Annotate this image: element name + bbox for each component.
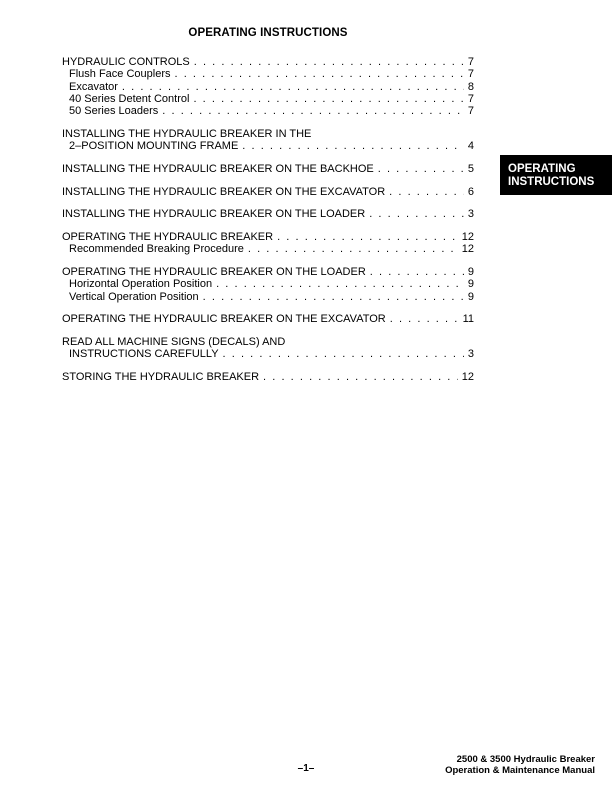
toc-page-number: 3 <box>467 208 474 221</box>
toc-page-number: 11 <box>462 313 474 326</box>
toc-entry <box>62 313 474 325</box>
toc-label: OPERATING THE HYDRAULIC BREAKER <box>62 230 274 243</box>
manual-title <box>445 754 595 776</box>
toc-page-number: 9 <box>467 290 474 303</box>
page-number: –1– <box>297 763 315 774</box>
toc-line <box>62 231 474 243</box>
toc-subentry <box>62 243 474 255</box>
toc-line <box>62 348 474 360</box>
toc-leader-dots <box>194 56 464 68</box>
toc-page-number: 7 <box>467 105 474 118</box>
toc-entry <box>62 208 474 220</box>
toc-label: INSTALLING THE HYDRAULIC BREAKER ON THE EXCAVATOR <box>62 185 386 198</box>
toc-page-number: 12 <box>461 230 474 243</box>
toc-page-number: 9 <box>467 278 474 291</box>
toc-leader-dots <box>175 68 464 80</box>
toc-subentry <box>62 105 474 117</box>
toc-line <box>62 163 474 175</box>
toc-label: 50 Series Loaders <box>69 105 159 118</box>
toc-label: Recommended Breaking Procedure <box>69 243 244 256</box>
toc-line <box>62 140 474 152</box>
toc-leader-dots <box>242 140 464 152</box>
toc-entry <box>62 163 474 175</box>
toc-label: OPERATING THE HYDRAULIC BREAKER ON THE LOADER <box>62 265 366 278</box>
section-tab-line-1: OPERATING <box>508 163 576 175</box>
toc-label: INSTALLING THE HYDRAULIC BREAKER ON THE BACKHOE <box>62 162 374 175</box>
toc-page-number: 7 <box>467 56 474 68</box>
toc-label: 40 Series Detent Control <box>69 92 190 105</box>
toc-page-number: 12 <box>461 370 474 383</box>
toc-line <box>62 371 474 383</box>
page-title: OPERATING INSTRUCTIONS <box>188 27 348 39</box>
toc-leader-dots <box>370 266 464 278</box>
toc-label: Flush Face Couplers <box>69 68 171 81</box>
toc-entry <box>62 371 474 383</box>
toc-page-number: 7 <box>467 92 474 105</box>
toc-page-number: 7 <box>467 68 474 81</box>
section-tab <box>500 155 612 195</box>
toc-leader-dots <box>248 243 458 255</box>
table-of-contents <box>62 56 474 394</box>
toc-leader-dots <box>223 348 464 360</box>
section-tab-line-2: INSTRUCTIONS <box>508 175 595 188</box>
toc-leader-dots <box>277 231 458 243</box>
toc-page-number: 12 <box>461 243 474 256</box>
manual-title-line-2: Operation & Maintenance Manual <box>445 765 595 776</box>
toc-entry <box>62 186 474 198</box>
toc-entry <box>62 128 474 153</box>
toc-subentry <box>62 68 474 80</box>
toc-leader-dots <box>203 291 464 303</box>
toc-label: INSTALLING THE HYDRAULIC BREAKER ON THE LOADER <box>62 208 366 221</box>
toc-label: OPERATING THE HYDRAULIC BREAKER ON THE EXCAVATOR <box>62 313 386 326</box>
toc-line <box>62 208 474 220</box>
toc-leader-dots <box>216 278 464 290</box>
toc-page-number: 9 <box>467 265 474 278</box>
manual-title-line-1: 2500 & 3500 Hydraulic Breaker <box>456 754 595 765</box>
toc-line <box>62 128 474 140</box>
toc-label: STORING THE HYDRAULIC BREAKER <box>62 370 260 383</box>
toc-page-number: 6 <box>467 185 474 198</box>
toc-entry <box>62 231 474 256</box>
toc-line <box>62 336 474 348</box>
toc-leader-dots <box>122 81 464 93</box>
toc-subentry <box>62 93 474 105</box>
toc-page-number: 3 <box>467 348 474 361</box>
toc-line <box>62 56 474 68</box>
toc-entry <box>62 56 474 117</box>
toc-leader-dots <box>263 371 458 383</box>
toc-leader-dots <box>390 313 459 325</box>
toc-label: HYDRAULIC CONTROLS <box>62 56 190 68</box>
toc-label: READ ALL MACHINE SIGNS (DECALS) AND <box>62 335 286 348</box>
toc-label: 2–POSITION MOUNTING FRAME <box>69 140 239 153</box>
toc-label: Horizontal Operation Position <box>69 278 213 291</box>
toc-page-number: 8 <box>467 80 474 93</box>
toc-subentry <box>62 278 474 290</box>
toc-leader-dots <box>378 163 464 175</box>
toc-entry <box>62 336 474 361</box>
toc-line <box>62 266 474 278</box>
toc-leader-dots <box>193 93 463 105</box>
toc-label: Excavator <box>69 80 118 93</box>
toc-label: INSTRUCTIONS CAREFULLY <box>69 348 219 361</box>
toc-label: INSTALLING THE HYDRAULIC BREAKER IN THE <box>62 127 312 140</box>
toc-line <box>62 186 474 198</box>
toc-leader-dots <box>369 208 464 220</box>
toc-leader-dots <box>162 105 464 117</box>
toc-label: Vertical Operation Position <box>69 290 199 303</box>
toc-entry <box>62 266 474 303</box>
toc-subentry <box>62 291 474 303</box>
toc-leader-dots <box>389 186 464 198</box>
toc-page-number: 5 <box>467 162 474 175</box>
toc-line <box>62 313 474 325</box>
toc-subentry <box>62 81 474 93</box>
toc-page-number: 4 <box>467 140 474 153</box>
